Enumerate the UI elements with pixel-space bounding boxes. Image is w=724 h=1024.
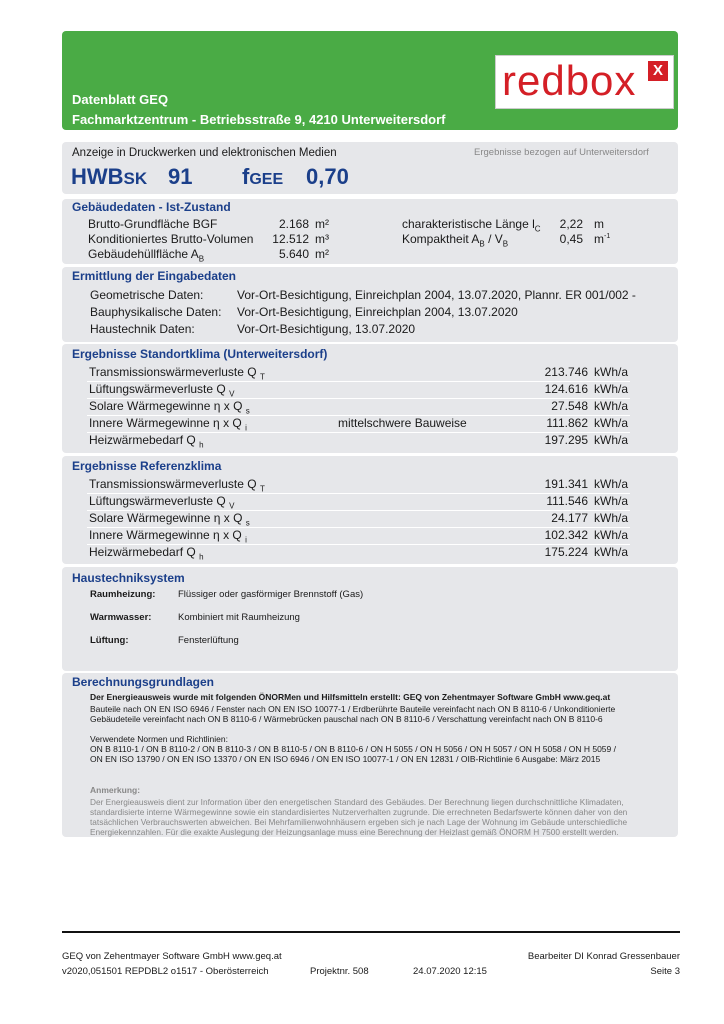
local-row-label: Transmissionswärmeverluste Q $_T$ (89, 365, 265, 382)
ref-row-label: Solare Wärmegewinne η x Q $_s$ (89, 511, 250, 528)
hwb-value: 91 (168, 164, 193, 189)
hot-water-value: Kombiniert mit Raumheizung (178, 612, 300, 623)
ref-row-unit: kWh/a (594, 494, 629, 508)
char-length-value: 2,22 (559, 217, 583, 231)
basis-line: Bauteile nach ON EN ISO 6946 / Fenster nach ON EN ISO 10077-1 / Erdberührte Bauteile vereinfacht nach ON B 8110-6 / Unkonditionierte (90, 704, 616, 714)
footer-software: GEQ von Zehentmayer Software GmbH www.geq.at (62, 951, 282, 962)
local-row-value: 213.746 (544, 365, 588, 379)
footer-divider (62, 931, 680, 933)
compactness-unit: $m^{-1}$ (594, 232, 611, 246)
local-row-unit: kWh/a (594, 399, 629, 413)
ref-row-label: Lüftungswärmeverluste Q $_V$ (89, 494, 235, 511)
input-geometric-label: Geometrische Daten: (90, 288, 204, 302)
inputs-title: Ermittlung der Eingabedaten (72, 269, 237, 283)
compactness-value: 0,45 (559, 232, 583, 246)
hwb-sub: SK (123, 169, 148, 188)
fgee-indicator (242, 164, 283, 190)
char-length-unit: m (594, 217, 604, 231)
input-physics-value: Vor-Ort-Besichtigung, Einreichplan 2004, 13.07.2020 (237, 305, 518, 319)
bgf-value: 2.168 (278, 217, 309, 231)
ventilation-label: Lüftung: (90, 635, 129, 646)
heating-label: Raumheizung: (90, 589, 156, 600)
logo-badge: X (648, 61, 668, 81)
footer-project: Projektnr. 508 (310, 966, 369, 977)
footer-author: Bearbeiter DI Konrad Gressenbauer (527, 951, 680, 962)
footer-date: 24.07.2020 12:15 (413, 966, 487, 977)
standards-heading: Verwendete Normen und Richtlinien: (90, 734, 228, 744)
building-title: Gebäudedaten - Ist-Zustand (72, 200, 231, 214)
volume-unit: m³ (315, 232, 329, 246)
heating-value: Flüssiger oder gasförmiger Brennstoff (Gas) (178, 589, 364, 600)
ventilation-value: Fensterlüftung (178, 635, 239, 646)
standards-line: ON B 8110-1 / ON B 8110-2 / ON B 8110-3 / ON B 8110-5 / ON B 8110-6 / ON H 5055 / ON H 5056 / ON H 5057 / ON H 5058 / ON H 5059 / (90, 744, 616, 754)
ref-row-value: 111.546 (546, 494, 588, 508)
local-row-label: Heizwärmebedarf Q $_h$ (89, 433, 204, 450)
local-row-unit: kWh/a (594, 382, 629, 396)
ref-row-value: 24.177 (551, 511, 588, 525)
input-geometric-value: Vor-Ort-Besichtigung, Einreichplan 2004, 13.07.2020, Plannr. ER 001/002 - (237, 288, 636, 302)
local-row-label: Innere Wärmegewinne η x Q $_i$ (89, 416, 247, 433)
envelope-label: Gebäudehüllfläche $A_B$ (88, 247, 205, 264)
remark-line: standardisierte interne Wärmegewinne sowie ein standardisiertes Nutzerverhalten zugrunde. Die errechneten Bedarfswerte können daher von den (90, 807, 628, 817)
local-row-unit: kWh/a (594, 433, 629, 447)
remark-line: tatsächlichen Verbrauchswerten abweichen. Bei Mehrfamilienwohnhäusern ergeben sich je nach Lage der Wohnung im Gebäude unterschiedliche (90, 817, 628, 827)
local-row-value: 124.616 (544, 382, 588, 396)
input-physics-label: Bauphysikalische Daten: (90, 305, 222, 319)
ref-row-unit: kWh/a (594, 511, 629, 525)
ref-row-label: Innere Wärmegewinne η x Q $_i$ (89, 528, 247, 545)
volume-value: 12.512 (272, 232, 309, 246)
standards-line: ON EN ISO 13790 / ON EN ISO 13370 / ON EN ISO 6946 / ON EN ISO 10077-1 / ON EN 12831 / OIB-Richtlinie 6 Ausgabe: März 2015 (90, 754, 601, 764)
local-row-unit: kWh/a (594, 365, 629, 379)
envelope-value: 5.640 (278, 247, 309, 261)
ref-row-value: 191.341 (544, 477, 588, 491)
basis-intro: Der Energieausweis wurde mit folgenden ÖNORMen und Hilfsmitteln erstellt: GEQ von Zehentmayer Software GmbH www.geq.at (90, 692, 611, 702)
fgee-value: 0,70 (306, 164, 349, 189)
ref-row-unit: kWh/a (594, 545, 629, 559)
hot-water-label: Warmwasser: (90, 612, 152, 623)
ref-row-label: Transmissionswärmeverluste Q $_T$ (89, 477, 265, 494)
remark-line: Energiekennzahlen. Für die exakte Auslegung der Heizungsanlage muss eine Berechnung der Heizlast gemäß ÖNORM H 7500 erstellt werden. (90, 827, 619, 837)
input-hvac-value: Vor-Ort-Besichtigung, 13.07.2020 (237, 322, 416, 336)
ref-row-value: 175.224 (544, 545, 588, 559)
ref-row-unit: kWh/a (594, 477, 629, 491)
envelope-unit: m² (315, 247, 329, 261)
bgf-unit: m² (315, 217, 329, 231)
remark-line: Der Energieausweis dient zur Information über den energetischen Standard des Gebäudes. Der Berechnung liegen durchschnittliche Klimadaten, (90, 797, 624, 807)
char-length-label: charakteristische Länge $l_C$ (402, 217, 541, 234)
footer-version: v2020,051501 REPDBL2 o1517 - Oberösterreich (62, 966, 269, 977)
local-climate-title: Ergebnisse Standortklima (Unterweitersdorf) (72, 347, 328, 361)
fgee-sub: GEE (249, 171, 284, 188)
document-title: Datenblatt GEQ (72, 92, 169, 107)
logo-text: redbox (502, 57, 637, 104)
ref-row-value: 102.342 (544, 528, 588, 542)
hwb-indicator (71, 164, 147, 190)
input-hvac-label: Haustechnik Daten: (90, 322, 195, 336)
hwb-label: HWB (71, 164, 124, 189)
local-row-value: 27.548 (551, 399, 588, 413)
construction-type-note: mittelschwere Bauweise (338, 416, 467, 430)
remark-title: Anmerkung: (90, 785, 141, 795)
basis-line: Gebäudeteile vereinfacht nach ON B 8110-6 / Wärmebrücken pauschal nach ON B 8110-6 / Verschattung vereinfacht nach ON B 8110-6 (90, 714, 603, 724)
footer-page: Seite 3 (650, 966, 680, 977)
display-caption: Anzeige in Druckwerken und elektronischen Medien (72, 147, 337, 159)
hvac-title: Haustechniksystem (72, 571, 185, 585)
redbox-logo (495, 55, 674, 109)
ref-row-unit: kWh/a (594, 528, 629, 542)
reference-climate-title: Ergebnisse Referenzklima (72, 459, 222, 473)
basis-title: Berechnungsgrundlagen (72, 675, 215, 689)
local-row-value: 111.862 (546, 416, 588, 430)
compactness-label: Kompaktheit $A_B / V_B$ (402, 232, 509, 249)
bgf-label: Brutto-Grundfläche BGF (88, 217, 218, 231)
volume-label: Konditioniertes Brutto-Volumen (88, 232, 254, 246)
display-note: Ergebnisse bezogen auf Unterweitersdorf (474, 147, 649, 158)
local-row-value: 197.295 (544, 433, 588, 447)
fgee-label: f (242, 164, 250, 189)
local-row-label: Lüftungswärmeverluste Q $_V$ (89, 382, 235, 399)
local-row-unit: kWh/a (594, 416, 629, 430)
local-row-label: Solare Wärmegewinne η x Q $_s$ (89, 399, 250, 416)
building-address: Fachmarktzentrum - Betriebsstraße 9, 4210 Unterweitersdorf (72, 112, 446, 127)
ref-row-label: Heizwärmebedarf Q $_h$ (89, 545, 204, 562)
